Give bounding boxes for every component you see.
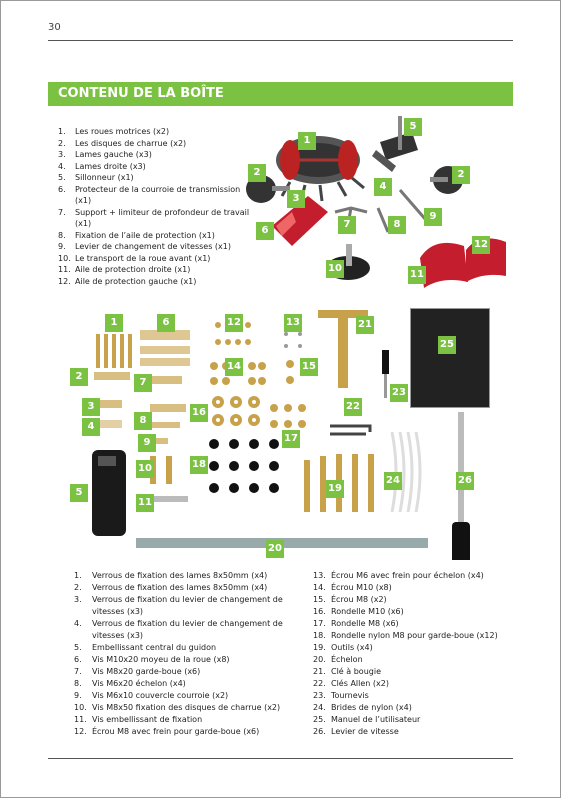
list-item (74, 618, 294, 642)
badge-part-8: 8 (134, 412, 152, 430)
list-item (74, 642, 294, 654)
list-item-text: Aile de protection gauche (x1) (75, 276, 197, 286)
list-item-text: Protecteur de la courroie de transmission (x1) (75, 184, 241, 205)
badge-part-5: 5 (70, 484, 88, 502)
fenders-illustration (420, 238, 506, 288)
list-item-text: Levier de vitesse (331, 727, 399, 736)
badge-part-2: 2 (70, 368, 88, 386)
list-item-number: 10. (74, 703, 87, 712)
list-item-text: Fixation de l’aile de protection (x1) (75, 230, 215, 240)
list-item (313, 642, 513, 654)
list-item-text: Lames droite (x3) (75, 161, 146, 171)
list-item-number: 12. (58, 276, 71, 286)
list-item-text: Lames gauche (x3) (75, 150, 152, 159)
list-item-number: 9. (74, 691, 82, 700)
badge-part-14: 14 (225, 358, 243, 376)
badge-10: 10 (326, 260, 344, 278)
badge-part-6: 6 (157, 314, 175, 332)
badge-2: 2 (248, 164, 266, 182)
list-item-text: Verrous de fixation des lames 8x50mm (x4) (92, 571, 268, 580)
user-manual-illustration (410, 308, 490, 408)
badge-part-7: 7 (134, 374, 152, 392)
list-item-number: 24. (313, 703, 326, 712)
list-item-number: 4. (58, 161, 66, 171)
list-item-text: Rondelle nylon M8 pour garde-boue (x12) (331, 631, 498, 640)
list-item (313, 570, 513, 582)
list-item-number: 2. (74, 583, 82, 592)
list-item-number: 10. (58, 253, 71, 263)
list-item (74, 726, 294, 738)
badge-part-11: 11 (136, 494, 154, 512)
list-item-number: 18. (313, 631, 326, 640)
badge-part-12: 12 (225, 314, 243, 332)
list-item (74, 570, 294, 582)
list-item (74, 678, 294, 690)
list-item-text: Les roues motrices (x2) (75, 127, 170, 136)
list-item (74, 582, 294, 594)
list-item-text: Vis M8x20 garde-boue (x6) (92, 667, 201, 676)
list-item-text: Verrous de fixation du levier de changement de vitesses (x3) (92, 595, 283, 616)
bottom-rule (48, 758, 513, 759)
list-item-text: Rondelle M10 (x6) (331, 607, 404, 616)
list-item-number: 3. (74, 595, 82, 604)
list-item-text: Manuel de l’utilisateur (331, 715, 421, 724)
list-item (313, 666, 513, 678)
list-item-number: 11. (58, 265, 71, 274)
badge-11: 11 (408, 266, 426, 284)
list-item-text: Vis embellissant de fixation (92, 715, 203, 724)
list-item-text: Support + limiteur de profondeur de travail (x1) (75, 207, 250, 228)
list-item-text: Vis M10x20 moyeu de la roue (x8) (92, 655, 230, 664)
badge-7: 7 (338, 216, 356, 234)
list-item-text: Vis M6x10 couvercle courroie (x2) (92, 691, 229, 700)
list-item-text: Levier de changement de vitesses (x1) (75, 242, 231, 251)
list-item (313, 678, 513, 690)
list-item (313, 606, 513, 618)
list-item-number: 1. (58, 127, 66, 136)
list-item-number: 12. (74, 727, 87, 736)
list-item-number: 20. (313, 655, 326, 664)
list-item (74, 654, 294, 666)
list-item (313, 714, 513, 726)
list-item-number: 13. (313, 571, 326, 580)
badge-part-4: 4 (82, 418, 100, 436)
list-item-number: 16. (313, 607, 326, 616)
badge-part-1: 1 (105, 314, 123, 332)
list-item-number: 3. (58, 150, 66, 159)
allen-keys-illustration (330, 426, 370, 434)
washers-group (212, 396, 306, 428)
badge-part-19: 19 (326, 480, 344, 498)
list-item-number: 2. (58, 138, 66, 148)
badge-8: 8 (388, 216, 406, 234)
badge-part-24: 24 (384, 472, 402, 490)
list-item (313, 702, 513, 714)
parts-list-left (74, 570, 294, 738)
badge-part-26: 26 (456, 472, 474, 490)
badge-3: 3 (287, 190, 305, 208)
list-item (74, 714, 294, 726)
badge-part-10: 10 (136, 460, 154, 478)
list-item-number: 6. (74, 655, 82, 664)
badge-12: 12 (472, 236, 490, 254)
list-item-text: Sillonneur (x1) (75, 173, 134, 182)
list-item-number: 1. (74, 571, 82, 580)
list-item (313, 618, 513, 630)
list-item-number: 17. (313, 619, 326, 628)
list-item (313, 594, 513, 606)
handlebar-cover-illustration (92, 450, 126, 536)
list-item-number: 7. (58, 207, 66, 217)
badge-part-22: 22 (344, 398, 362, 416)
list-item-text: Embellissant central du guidon (92, 643, 217, 652)
list-item-text: Échelon (331, 655, 363, 664)
list-item-number: 25. (313, 715, 326, 724)
list-item (74, 702, 294, 714)
list-item (313, 726, 513, 738)
list-item-number: 11. (74, 715, 87, 724)
list-item-number: 5. (58, 173, 66, 182)
list-item-number: 5. (74, 643, 82, 652)
list-item (74, 690, 294, 702)
list-item-number: 26. (313, 727, 326, 736)
section-title: CONTENU DE LA BOÎTE (48, 82, 513, 106)
list-item-number: 19. (313, 643, 326, 652)
list-item-number: 7. (74, 667, 82, 676)
badge-part-17: 17 (282, 430, 300, 448)
list-item (313, 690, 513, 702)
list-item (74, 666, 294, 678)
list-item-text: Vis M6x20 échelon (x4) (92, 679, 186, 688)
badge-1: 1 (298, 132, 316, 150)
parts-list-right (313, 570, 513, 738)
badge-5: 5 (404, 118, 422, 136)
list-item-number: 15. (313, 595, 326, 604)
list-item-text: Les disques de charrue (x2) (75, 138, 187, 148)
list-item-text: Écrou M6 avec frein pour échelon (x4) (331, 571, 484, 580)
list-item-text: Rondelle M8 (x6) (331, 619, 399, 628)
badge-part-3: 3 (82, 398, 100, 416)
badge-2-right: 2 (452, 166, 470, 184)
badge-6: 6 (256, 222, 274, 240)
badge-part-21: 21 (356, 316, 374, 334)
badge-4: 4 (374, 178, 392, 196)
list-item-text: Le transport de la roue avant (x1) (75, 253, 211, 263)
list-item-text: Clés Allen (x2) (331, 679, 389, 688)
screwdriver-illustration (382, 350, 389, 398)
list-item-text: Verrous de fixation du levier de changement de vitesses (x3) (92, 619, 283, 640)
badge-part-18: 18 (190, 456, 208, 474)
badge-9: 9 (424, 208, 442, 226)
page-number: 30 (48, 22, 61, 33)
list-item-number: 22. (313, 679, 326, 688)
badge-part-16: 16 (190, 404, 208, 422)
list-item-text: Écrou M10 (x8) (331, 583, 392, 592)
list-item-number: 4. (74, 619, 82, 628)
list-item-text: Aile de protection droite (x1) (75, 265, 191, 274)
list-item (74, 594, 294, 618)
badge-part-25: 25 (438, 336, 456, 354)
list-item-text: Écrou M8 (x2) (331, 595, 387, 604)
list-item-text: Clé à bougie (331, 667, 381, 676)
list-item-number: 6. (58, 184, 66, 194)
list-item-number: 21. (313, 667, 326, 676)
list-item-number: 9. (58, 242, 66, 251)
list-item-text: Verrous de fixation des lames 8x50mm (x4) (92, 583, 268, 592)
list-item-number: 23. (313, 691, 326, 700)
badge-part-13: 13 (284, 314, 302, 332)
list-item (313, 654, 513, 666)
nylon-washers-group (209, 439, 279, 493)
list-item-text: Tournevis (331, 691, 369, 700)
badge-part-15: 15 (300, 358, 318, 376)
list-item-number: 14. (313, 583, 326, 592)
list-item (313, 582, 513, 594)
list-item-text: Brides de nylon (x4) (331, 703, 412, 712)
drive-wheels-illustration (276, 136, 360, 184)
list-item-number: 8. (74, 679, 82, 688)
list-item-text: Écrou M8 avec frein pour garde-boue (x6) (92, 727, 260, 736)
list-item-number: 8. (58, 230, 66, 240)
badge-part-20: 20 (266, 540, 284, 558)
list-item-text: Vis M8x50 fixation des disques de charrue (x2) (92, 703, 281, 712)
list-item (313, 630, 513, 642)
badge-part-23: 23 (390, 384, 408, 402)
badge-part-9: 9 (138, 434, 156, 452)
list-item-text: Outils (x4) (331, 643, 373, 652)
